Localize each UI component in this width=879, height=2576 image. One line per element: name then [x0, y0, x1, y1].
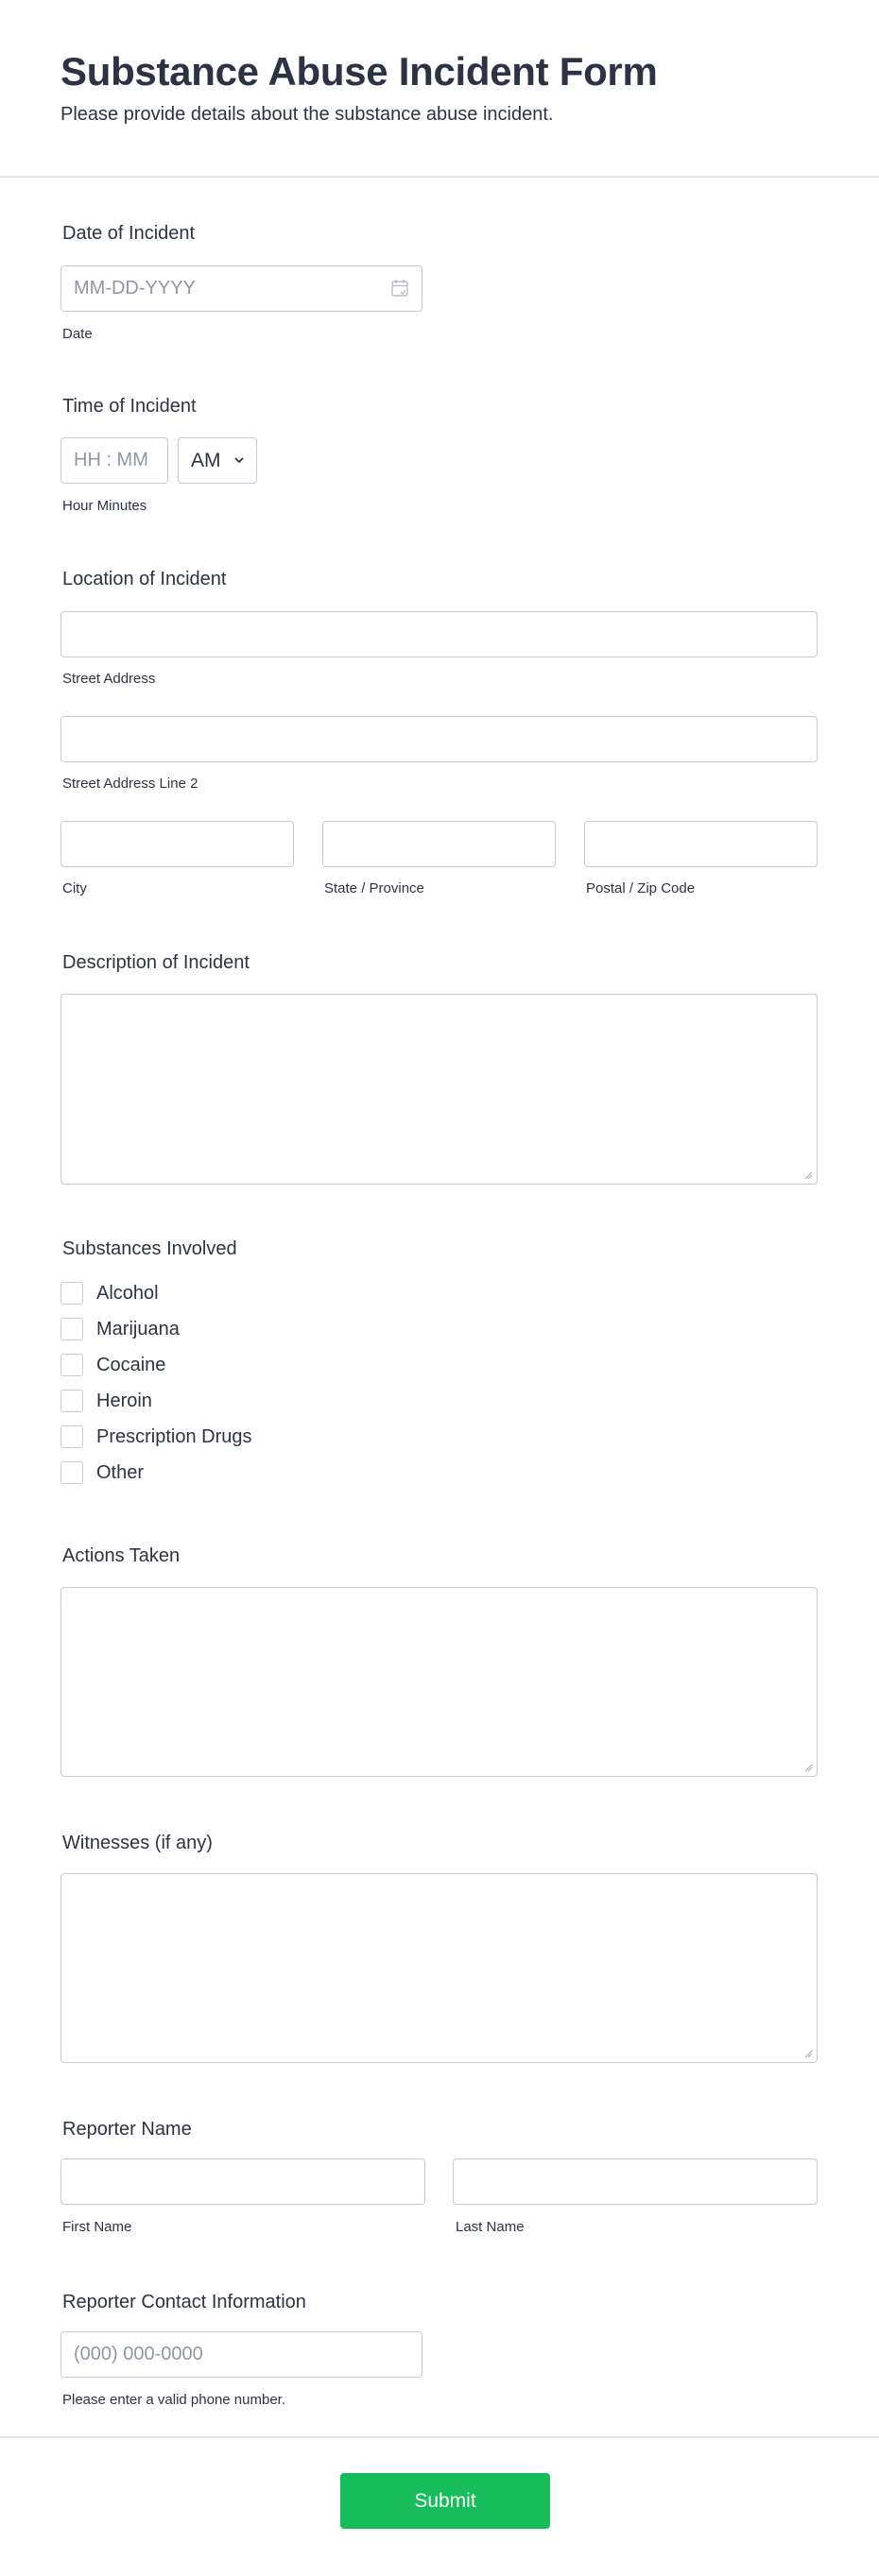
resize-grip-icon[interactable]: [803, 1170, 813, 1180]
state-sublabel: State / Province: [324, 880, 424, 896]
reporter-contact-label: Reporter Contact Information: [62, 2292, 306, 2312]
checkbox-option-other[interactable]: [60, 1461, 144, 1484]
checkbox[interactable]: [60, 1282, 83, 1305]
chevron-down-icon: [233, 455, 245, 465]
checkbox[interactable]: [60, 1461, 83, 1484]
phone-sublabel: Please enter a valid phone number.: [62, 2392, 285, 2408]
witnesses-textarea[interactable]: [60, 1873, 818, 2063]
postal-code-input[interactable]: [584, 821, 818, 867]
description-textarea[interactable]: [60, 994, 818, 1185]
street-address-input[interactable]: [60, 611, 818, 657]
checkbox[interactable]: [60, 1318, 83, 1340]
checkbox-label: Heroin: [96, 1390, 152, 1411]
checkbox-label: Marijuana: [96, 1318, 180, 1339]
checkbox-option-marijuana[interactable]: [60, 1318, 180, 1340]
time-of-incident-label: Time of Incident: [62, 396, 197, 417]
last-name-input[interactable]: [453, 2158, 818, 2205]
checkbox-label: Alcohol: [96, 1282, 159, 1304]
street-address-sublabel: Street Address: [62, 671, 156, 687]
checkbox-option-alcohol[interactable]: [60, 1282, 159, 1305]
checkbox-label: Cocaine: [96, 1354, 166, 1375]
checkbox[interactable]: [60, 1354, 83, 1376]
actions-taken-textarea[interactable]: [60, 1587, 818, 1777]
description-label: Description of Incident: [62, 952, 250, 973]
time-sublabel: Hour Minutes: [62, 498, 147, 514]
postal-code-sublabel: Postal / Zip Code: [586, 880, 696, 896]
footer-divider: [0, 2436, 879, 2438]
resize-grip-icon[interactable]: [803, 1763, 813, 1772]
checkbox-label: Other: [96, 1461, 145, 1483]
checkbox-option-prescription-drugs[interactable]: [60, 1425, 252, 1448]
first-name-sublabel: First Name: [62, 2219, 132, 2235]
ampm-selected-value: AM: [191, 449, 221, 471]
resize-grip-icon[interactable]: [803, 2049, 813, 2058]
submit-button[interactable]: Submit: [340, 2473, 550, 2529]
phone-input[interactable]: [60, 2331, 422, 2378]
city-input[interactable]: [60, 821, 294, 867]
form-header: [0, 0, 879, 178]
witnesses-label: Witnesses (if any): [62, 1833, 213, 1853]
checkbox-option-heroin[interactable]: [60, 1390, 152, 1412]
date-sublabel: Date: [62, 326, 93, 342]
last-name-sublabel: Last Name: [456, 2219, 525, 2235]
actions-taken-label: Actions Taken: [62, 1545, 181, 1566]
checkbox-label: Prescription Drugs: [96, 1425, 252, 1447]
first-name-input[interactable]: [60, 2158, 425, 2205]
street-address-2-sublabel: Street Address Line 2: [62, 776, 198, 792]
checkbox[interactable]: [60, 1390, 83, 1412]
reporter-name-label: Reporter Name: [62, 2119, 192, 2140]
city-sublabel: City: [62, 880, 87, 896]
street-address-2-input[interactable]: [60, 716, 818, 762]
date-of-incident-input[interactable]: [60, 265, 422, 312]
substances-label: Substances Involved: [62, 1238, 237, 1259]
ampm-select[interactable]: [178, 437, 257, 484]
form-subtitle: Please provide details about the substance abuse incident.: [60, 104, 554, 125]
state-input[interactable]: [322, 821, 556, 867]
location-label: Location of Incident: [62, 569, 227, 589]
time-hhmm-input[interactable]: [60, 437, 168, 484]
date-of-incident-label: Date of Incident: [62, 223, 196, 244]
calendar-icon[interactable]: [390, 278, 409, 299]
checkbox[interactable]: [60, 1425, 83, 1448]
form-title: Substance Abuse Incident Form: [60, 49, 658, 94]
checkbox-option-cocaine[interactable]: [60, 1354, 165, 1376]
